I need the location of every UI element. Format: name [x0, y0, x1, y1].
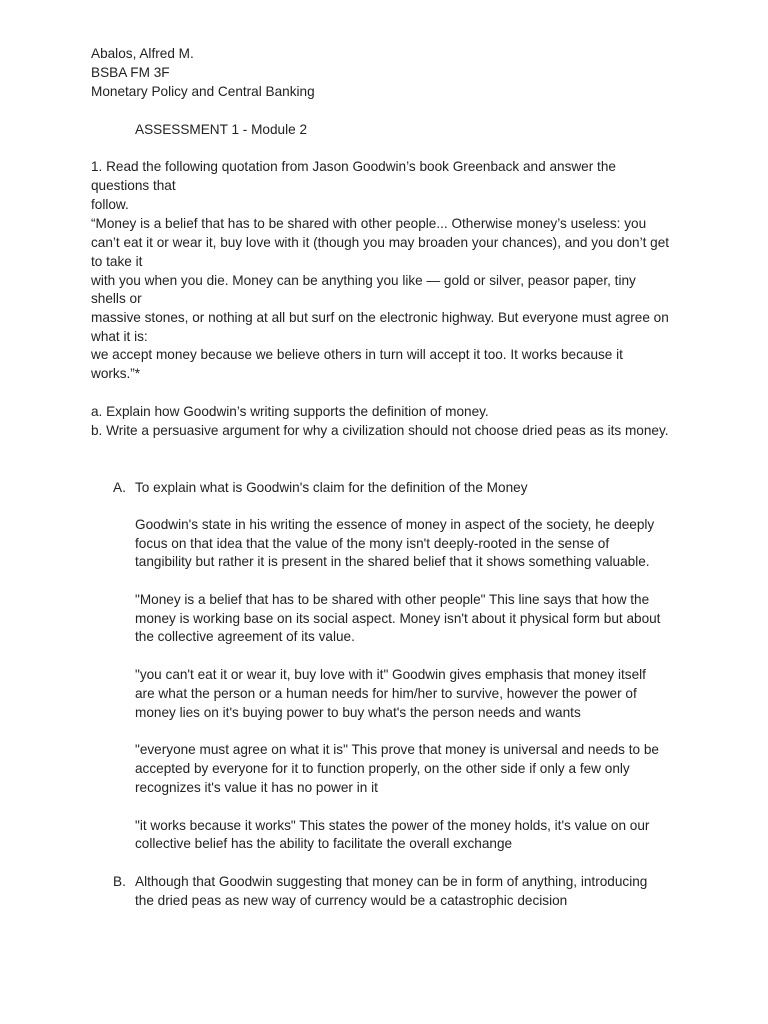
answer-paragraph-line: recognizes it's value it has no power in it [135, 780, 378, 795]
subject-title: Monetary Policy and Central Banking [91, 84, 315, 99]
question-part-a: a. Explain how Goodwin’s writing supports the definition of money. [91, 404, 489, 419]
student-name: Abalos, Alfred M. [91, 46, 194, 61]
answer-b-line: Although that Goodwin suggesting that money can be in form of anything, introducing [135, 874, 648, 889]
quotation-line: we accept money because we believe others in turn will accept it too. It works because it [91, 347, 623, 362]
answer-paragraph-line: "Money is a belief that has to be shared with other people" This line says that how the [135, 592, 650, 607]
question-line: 1. Read the following quotation from Jason Goodwin’s book Greenback and answer the [91, 159, 616, 174]
answer-a-marker: A. [113, 480, 126, 495]
question-line: follow. [91, 197, 129, 212]
answer-b-marker: B. [113, 874, 126, 889]
answer-a-heading: To explain what is Goodwin's claim for the definition of the Money [135, 480, 528, 495]
quotation-line: with you when you die. Money can be anything you like — gold or silver, peasor paper, tiny [91, 273, 636, 288]
answer-paragraph-line: money is working base on its social aspect. Money isn't about it physical form but about [135, 611, 661, 626]
question-line: questions that [91, 178, 176, 193]
answer-paragraph-line: Goodwin's state in his writing the essence of money in aspect of the society, he deeply [135, 517, 655, 532]
answer-paragraph-line: collective belief has the ability to facilitate the overall exchange [135, 836, 513, 851]
answer-paragraph-line: tangibility but rather it is present in the shared belief that it shows something valuable. [135, 554, 650, 569]
quotation-line: shells or [91, 291, 142, 306]
answer-paragraph-line: "you can't eat it or wear it, buy love with it" Goodwin gives emphasis that money itself [135, 667, 646, 682]
assessment-title: ASSESSMENT 1 - Module 2 [135, 122, 308, 137]
course-section: BSBA FM 3F [91, 65, 170, 80]
quotation-line: massive stones, or nothing at all but surf on the electronic highway. But everyone must agree on [91, 310, 669, 325]
quotation-line: what it is: [91, 329, 148, 344]
answer-paragraph-line: the collective agreement of its value. [135, 629, 355, 644]
question-part-b: b. Write a persuasive argument for why a civilization should not choose dried peas as its money. [91, 423, 669, 438]
quotation-line: to take it [91, 254, 143, 269]
answer-paragraph-line: are what the person or a human needs for him/her to survive, however the power of [135, 686, 637, 701]
answer-paragraph-line: "it works because it works" This states the power of the money holds, it's value on our [135, 818, 650, 833]
quotation-line: works.”* [91, 366, 141, 381]
quotation-line: “Money is a belief that has to be shared with other people... Otherwise money’s useless: you [91, 216, 647, 231]
quotation-line: can’t eat it or wear it, buy love with it (though you may broaden your chances), and you don’t get [91, 235, 670, 250]
answer-b-line: the dried peas as new way of currency would be a catastrophic decision [135, 893, 568, 908]
answer-paragraph-line: "everyone must agree on what it is" This prove that money is universal and needs to be [135, 742, 659, 757]
answer-paragraph-line: focus on that idea that the value of the mony isn't deeply-rooted in the sense of [135, 536, 610, 551]
answer-paragraph-line: accepted by everyone for it to function properly, on the other side if only a few only [135, 761, 630, 776]
answer-paragraph-line: money lies on it's buying power to buy what's the person needs and wants [135, 705, 581, 720]
